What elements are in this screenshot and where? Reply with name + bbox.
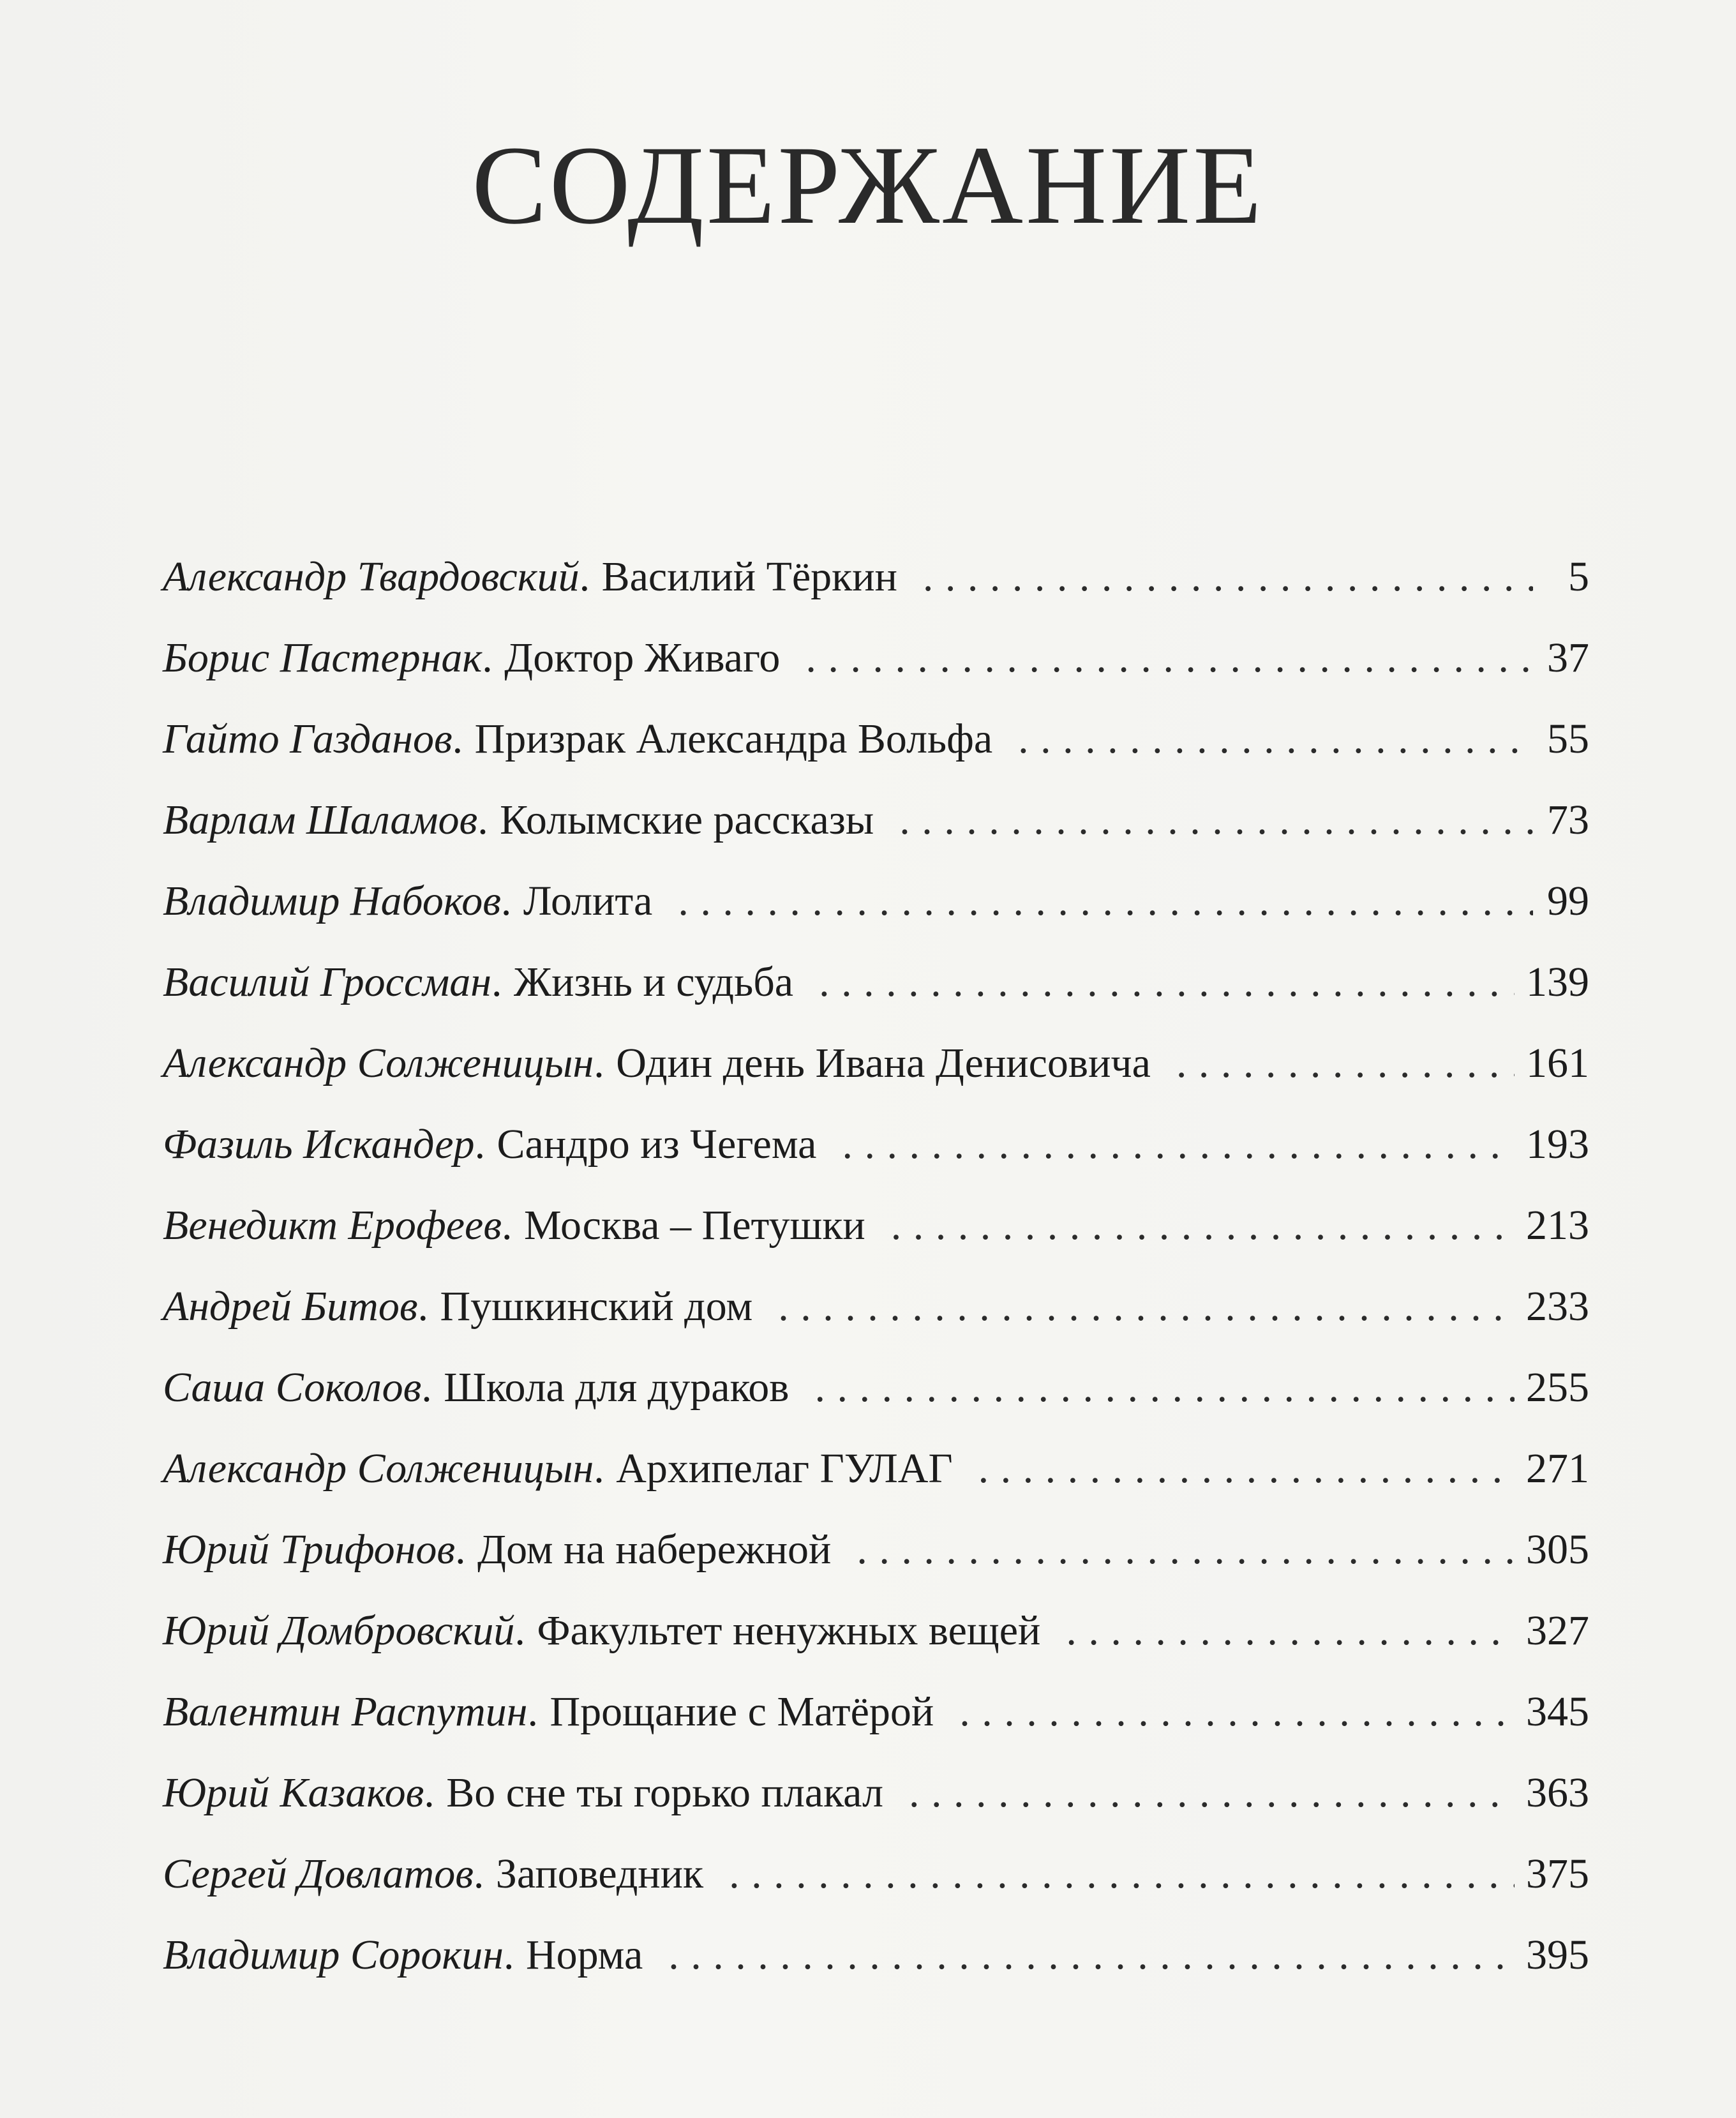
toc-separator: . [514, 1607, 525, 1654]
toc-separator: . [501, 1202, 513, 1249]
toc-entry [163, 617, 1589, 698]
toc-title: Дом на набережной [477, 1526, 832, 1573]
toc-author: Александр Солженицын [163, 1040, 594, 1086]
dot-leader [857, 1509, 1515, 1590]
toc-page-number: 55 [1547, 716, 1589, 762]
toc-separator: . [421, 1364, 432, 1411]
toc-title: Сандро из Чегема [497, 1121, 817, 1168]
toc-page-number: 255 [1526, 1364, 1589, 1411]
toc-entry [163, 1509, 1589, 1590]
toc-page-number: 139 [1526, 959, 1589, 1005]
dot-leader [923, 536, 1533, 617]
toc-page-number: 375 [1526, 1851, 1589, 1897]
toc-entry [163, 1266, 1589, 1347]
toc-separator: . [474, 1121, 486, 1168]
toc-title: Один день Ивана Денисовича [616, 1040, 1151, 1086]
toc-page-number: 345 [1526, 1688, 1589, 1735]
dot-leader [814, 1347, 1515, 1428]
toc-entry [163, 1185, 1589, 1266]
toc-title: Заповедник [495, 1851, 704, 1897]
dot-leader [978, 1428, 1515, 1509]
toc-author: Саша Соколов [163, 1364, 422, 1411]
toc-author: Гайто Газданов [163, 716, 453, 762]
toc-title: Жизнь и судьба [514, 959, 794, 1005]
toc-title: Архипелаг ГУЛАГ [616, 1445, 953, 1492]
toc-author: Борис Пастернак [163, 635, 483, 681]
toc-separator: . [455, 1526, 466, 1573]
dot-leader [729, 1833, 1515, 1914]
toc-separator: . [491, 959, 502, 1005]
toc-author: Владимир Набоков [163, 878, 501, 924]
toc-entry [163, 1347, 1589, 1428]
page-title: СОДЕРЖАНИЕ [472, 123, 1264, 248]
toc-page-number: 213 [1526, 1202, 1589, 1249]
toc-title: Школа для дураков [444, 1364, 789, 1411]
toc-separator: . [500, 878, 512, 924]
toc-separator: . [579, 553, 590, 600]
toc-title: Факультет ненужных вещей [537, 1607, 1041, 1654]
toc-page-number: 395 [1526, 1932, 1589, 1978]
toc-author: Варлам Шаламов [163, 797, 478, 843]
toc-page-number: 271 [1526, 1445, 1589, 1492]
toc-title: Призрак Александра Вольфа [474, 716, 993, 762]
toc-author: Юрий Казаков [163, 1769, 424, 1816]
toc-title: Колымские рассказы [500, 797, 874, 843]
dot-leader [909, 1752, 1515, 1833]
toc-page-number: 327 [1526, 1607, 1589, 1654]
toc-entry [163, 1914, 1589, 1995]
dot-leader [842, 1104, 1515, 1185]
dot-leader [1018, 698, 1533, 779]
toc-separator: . [482, 635, 493, 681]
toc-title: Доктор Живаго [504, 635, 781, 681]
toc-title: Василий Тёркин [601, 553, 897, 600]
toc-author: Фазиль Искандер [163, 1121, 475, 1168]
toc-entry [163, 1590, 1589, 1671]
toc-author: Василий Гроссман [163, 959, 492, 1005]
toc-page-number: 73 [1547, 797, 1589, 843]
toc-author: Александр Твардовский [163, 553, 580, 600]
toc-entry [163, 860, 1589, 942]
dot-leader [778, 1266, 1515, 1347]
dot-leader [1176, 1023, 1515, 1104]
toc-entry [163, 1104, 1589, 1185]
toc-page-number: 233 [1526, 1283, 1589, 1330]
toc-entry [163, 698, 1589, 779]
toc-separator: . [452, 716, 463, 762]
dot-leader [891, 1185, 1515, 1266]
toc-entry [163, 1833, 1589, 1914]
toc-title: Лолита [523, 878, 653, 924]
dot-leader [1066, 1590, 1515, 1671]
toc-author: Венедикт Ерофеев [163, 1202, 502, 1249]
dot-leader [899, 779, 1533, 860]
toc-page-number: 305 [1526, 1526, 1589, 1573]
dot-leader [959, 1671, 1515, 1752]
toc-author: Александр Солженицын [163, 1445, 594, 1492]
toc-title: Пушкинский дом [440, 1283, 753, 1330]
toc-author: Валентин Распутин [163, 1688, 528, 1735]
toc-title: Москва – Петушки [523, 1202, 865, 1249]
toc-separator: . [504, 1932, 514, 1978]
dot-leader [819, 942, 1515, 1023]
toc-separator: . [417, 1283, 428, 1330]
toc-title: Прощание с Матёрой [550, 1688, 934, 1735]
toc-entry [163, 1752, 1589, 1833]
toc-author: Юрий Трифонов [163, 1526, 456, 1573]
toc-page-number: 161 [1526, 1040, 1589, 1086]
dot-leader [668, 1914, 1515, 1995]
toc-page-number: 5 [1568, 553, 1589, 600]
toc-author: Владимир Сорокин [163, 1932, 504, 1978]
toc-entry [163, 1023, 1589, 1104]
toc-title: Во сне ты горько плакал [446, 1769, 883, 1816]
toc-entry [163, 1428, 1589, 1509]
toc-separator: . [594, 1445, 604, 1492]
toc-separator: . [594, 1040, 604, 1086]
toc-separator: . [477, 797, 488, 843]
toc-author: Сергей Довлатов [163, 1851, 474, 1897]
toc-separator: . [473, 1851, 484, 1897]
toc-separator: . [527, 1688, 538, 1735]
toc-author: Андрей Битов [163, 1283, 418, 1330]
toc-entry [163, 1671, 1589, 1752]
toc-separator: . [424, 1769, 435, 1816]
toc-page-number: 363 [1526, 1769, 1589, 1816]
dot-leader [805, 617, 1533, 698]
dot-leader [678, 860, 1533, 942]
toc-entry [163, 779, 1589, 860]
toc-author: Юрий Домбровский [163, 1607, 515, 1654]
toc-page-number: 37 [1547, 635, 1589, 681]
table-of-contents [163, 536, 1589, 1995]
toc-entry [163, 942, 1589, 1023]
toc-page-number: 193 [1526, 1121, 1589, 1168]
toc-page-number: 99 [1547, 878, 1589, 924]
toc-title: Норма [525, 1932, 643, 1978]
toc-entry [163, 536, 1589, 617]
